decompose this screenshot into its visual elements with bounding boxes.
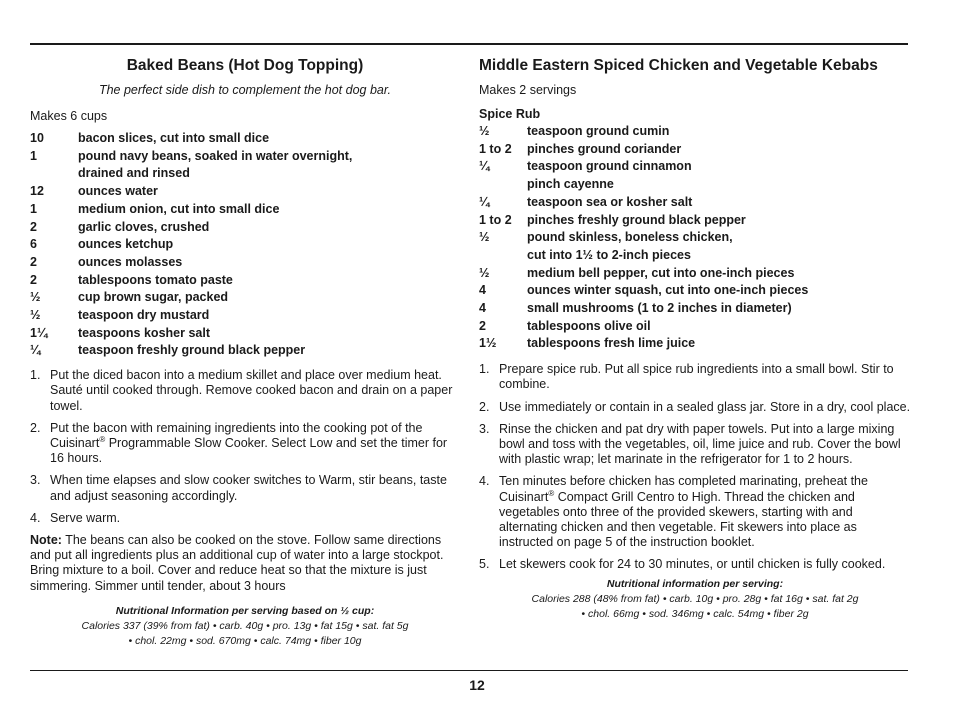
ingredient-row <box>30 272 460 290</box>
step-number: 3. <box>479 421 490 436</box>
ingredient-row <box>30 254 460 272</box>
ingredient-text: ounces winter squash, cut into one-inch pieces <box>527 283 809 298</box>
ingredient-text: medium onion, cut into small dice <box>78 201 280 216</box>
ingredient-qty: ¼ <box>30 343 41 358</box>
step-item <box>479 400 911 415</box>
nutrition-line: • chol. 22mg • sod. 670mg • calc. 74mg • fiber 10g <box>128 634 362 647</box>
ingredient-qty: 2 <box>30 272 37 287</box>
ingredient-text: teaspoon ground cumin <box>527 124 670 138</box>
ingredient-qty <box>479 247 527 265</box>
ingredient-row <box>479 123 911 141</box>
ingredient-row <box>30 236 460 254</box>
ingredient-qty: 1 to 2 <box>479 141 512 156</box>
note-label: Note: <box>30 532 62 547</box>
ingredient-row <box>479 247 911 265</box>
recipe-yield: Makes 6 cups <box>30 109 108 123</box>
step-text: When time elapses and slow cooker switches to Warm, stir beans, taste and adjust seasoning accordingly. <box>50 473 447 503</box>
ingredient-text: small mushrooms (1 to 2 inches in diameter) <box>527 301 792 316</box>
ingredient-qty <box>479 176 527 194</box>
nutrition-line: • chol. 66mg • sod. 346mg • calc. 54mg • fiber 2g <box>581 607 809 620</box>
step-text: Rinse the chicken and pat dry with paper towels. Put into a large mixing bowl and toss with the vegetables, oil, lime juice and rub. Cover the bowl with plastic wrap; let marinate in the refrigerator for 1 to 2 hours. <box>499 421 901 467</box>
ingredient-row <box>479 229 911 247</box>
ingredient-text: teaspoons kosher salt <box>78 325 210 340</box>
ingredient-text: pinches freshly ground black pepper <box>527 212 746 227</box>
ingredient-row <box>479 194 911 212</box>
ingredient-qty: ¼ <box>479 194 490 209</box>
ingredient-text: ounces molasses <box>78 254 183 269</box>
ingredient-qty: 6 <box>30 237 37 252</box>
step-text: Prepare spice rub. Put all spice rub ingredients into a small bowl. Stir to combine. <box>499 362 894 392</box>
bottom-rule <box>30 670 908 671</box>
registered-mark: ® <box>99 434 106 444</box>
recipe-title: Baked Beans (Hot Dog Topping) <box>126 57 364 74</box>
ingredient-text: pound skinless, boneless chicken, <box>527 230 733 245</box>
ingredient-qty: 10 <box>30 131 44 145</box>
step-number: 2. <box>30 420 41 435</box>
step-number: 1. <box>30 368 41 383</box>
ingredient-qty: ½ <box>479 230 490 245</box>
step-number: 4. <box>30 510 41 525</box>
ingredient-row <box>30 289 460 307</box>
ingredient-list <box>479 123 911 353</box>
ingredient-list <box>30 130 460 360</box>
step-text: Put the bacon with remaining ingredients into the cooking pot of the Cuisinart® Programmable Slow Cooker. Select Low and set the timer for 16 hours. <box>50 420 448 466</box>
step-text: Put the diced bacon into a medium skillet and place over medium heat. Sauté until cooked through. Remove cooked bacon and drain on a paper towel. <box>50 368 453 413</box>
ingredient-row <box>479 282 911 300</box>
nutrition-info <box>479 577 911 622</box>
ingredient-text: ounces water <box>78 184 158 199</box>
ingredient-row <box>479 335 911 353</box>
ingredient-text: medium bell pepper, cut into one-inch pieces <box>527 265 795 280</box>
step-number: 3. <box>30 473 41 488</box>
ingredient-row <box>30 342 460 360</box>
recipe-yield: Makes 2 servings <box>479 83 577 97</box>
step-item <box>30 368 460 414</box>
step-item <box>479 557 911 572</box>
ingredient-qty: 1½ <box>479 336 497 351</box>
ingredient-row <box>30 201 460 219</box>
ingredient-qty: ½ <box>479 265 490 280</box>
ingredient-qty: 2 <box>30 254 37 269</box>
ingredient-text: drained and rinsed <box>78 166 190 181</box>
ingredient-qty: 12 <box>30 184 44 199</box>
page-number: 12 <box>469 677 485 693</box>
ingredient-row <box>30 130 460 148</box>
step-list <box>30 368 460 526</box>
ingredient-row <box>479 141 911 159</box>
ingredient-qty <box>30 165 78 183</box>
ingredient-text: teaspoon ground cinnamon <box>527 159 692 174</box>
ingredient-text: cut into 1½ to 2-inch pieces <box>527 247 691 262</box>
ingredient-text: pinches ground coriander <box>527 141 682 156</box>
ingredient-text: garlic cloves, crushed <box>78 219 210 234</box>
recipe-note <box>30 533 460 594</box>
step-number: 4. <box>479 474 490 489</box>
nutrition-line: Calories 288 (48% from fat) • carb. 10g • pro. 28g • fat 16g • sat. fat 2g <box>531 592 859 605</box>
ingredient-row <box>479 318 911 336</box>
ingredient-text: ounces ketchup <box>78 237 174 252</box>
ingredient-row <box>30 148 460 166</box>
ingredient-qty: 4 <box>479 301 486 316</box>
step-number: 1. <box>479 362 490 377</box>
ingredient-text: teaspoon freshly ground black pepper <box>78 343 306 358</box>
step-number: 2. <box>479 399 490 414</box>
ingredient-qty: ½ <box>30 290 41 305</box>
ingredient-text: teaspoon sea or kosher salt <box>527 194 693 209</box>
step-list <box>479 362 911 572</box>
ingredient-row <box>479 176 911 194</box>
ingredient-row <box>479 158 911 176</box>
ingredient-text: tablespoons fresh lime juice <box>527 336 696 351</box>
step-item <box>30 511 460 526</box>
step-item <box>479 362 911 392</box>
recipe-baked-beans <box>30 56 460 649</box>
step-item <box>479 422 911 468</box>
step-text: Ten minutes before chicken has completed marinating, preheat the Cuisinart® Compact Grill Centro to High. Thread the chicken and vegetables onto three of the provided skewers, starting with and alternating chicken and then vegetable. Fit skewers into place as instructed on page 5 of the instruction booklet. <box>499 474 868 550</box>
ingredient-text: teaspoon dry mustard <box>78 308 210 323</box>
note-text: The beans can also be cooked on the stove. Follow same directions and put all ingredients plus an additional cup of water into a large stockpot. Bring mixture to a boil. Cover and reduce heat so that the mixture is just simmering. Simmer until tender, about 3 hours <box>30 532 444 593</box>
ingredient-text: pound navy beans, soaked in water overnight, <box>78 148 353 163</box>
ingredient-qty: 1 to 2 <box>479 212 512 227</box>
recipe-tagline: The perfect side dish to complement the hot dog bar. <box>98 83 392 97</box>
ingredient-qty: 2 <box>30 219 37 234</box>
recipe-kebabs <box>479 56 911 622</box>
step-item <box>30 421 460 467</box>
ingredient-text: tablespoons tomato paste <box>78 272 233 287</box>
nutrition-heading: Nutritional information per serving: <box>606 577 784 590</box>
ingredient-row <box>30 219 460 237</box>
ingredient-qty: 1¼ <box>30 325 48 340</box>
ingredient-qty: 2 <box>479 318 486 333</box>
registered-mark: ® <box>548 488 555 498</box>
nutrition-heading: Nutritional Information per serving based on ½ cup: <box>115 604 375 617</box>
recipe-title: Middle Eastern Spiced Chicken and Vegetable Kebabs <box>479 57 878 74</box>
ingredient-text: tablespoons olive oil <box>527 318 651 333</box>
ingredient-row <box>479 212 911 230</box>
section-subhead: Spice Rub <box>479 107 541 121</box>
ingredient-row <box>30 307 460 325</box>
ingredient-row <box>479 265 911 283</box>
nutrition-info <box>30 604 460 649</box>
ingredient-row <box>30 165 460 183</box>
ingredient-row <box>30 183 460 201</box>
top-rule <box>30 43 908 45</box>
step-number: 5. <box>479 557 490 572</box>
ingredient-qty: 1 <box>30 148 37 163</box>
ingredient-text: cup brown sugar, packed <box>78 290 229 305</box>
ingredient-qty: 4 <box>479 283 486 298</box>
ingredient-text: pinch cayenne <box>527 177 614 192</box>
ingredient-qty: ½ <box>479 124 490 138</box>
step-item <box>30 473 460 503</box>
ingredient-text: bacon slices, cut into small dice <box>78 131 270 145</box>
ingredient-row <box>479 300 911 318</box>
nutrition-line: Calories 337 (39% from fat) • carb. 40g • pro. 13g • fat 15g • sat. fat 5g <box>81 619 409 632</box>
ingredient-qty: 1 <box>30 201 37 216</box>
ingredient-row <box>30 325 460 343</box>
ingredient-qty: ¼ <box>479 159 490 174</box>
step-text: Use immediately or contain in a sealed glass jar. Store in a dry, cool place. <box>499 399 911 414</box>
step-text: Let skewers cook for 24 to 30 minutes, or until chicken is fully cooked. <box>499 557 886 572</box>
ingredient-qty: ½ <box>30 308 41 323</box>
step-text: Serve warm. <box>50 510 121 525</box>
step-item <box>479 474 911 550</box>
